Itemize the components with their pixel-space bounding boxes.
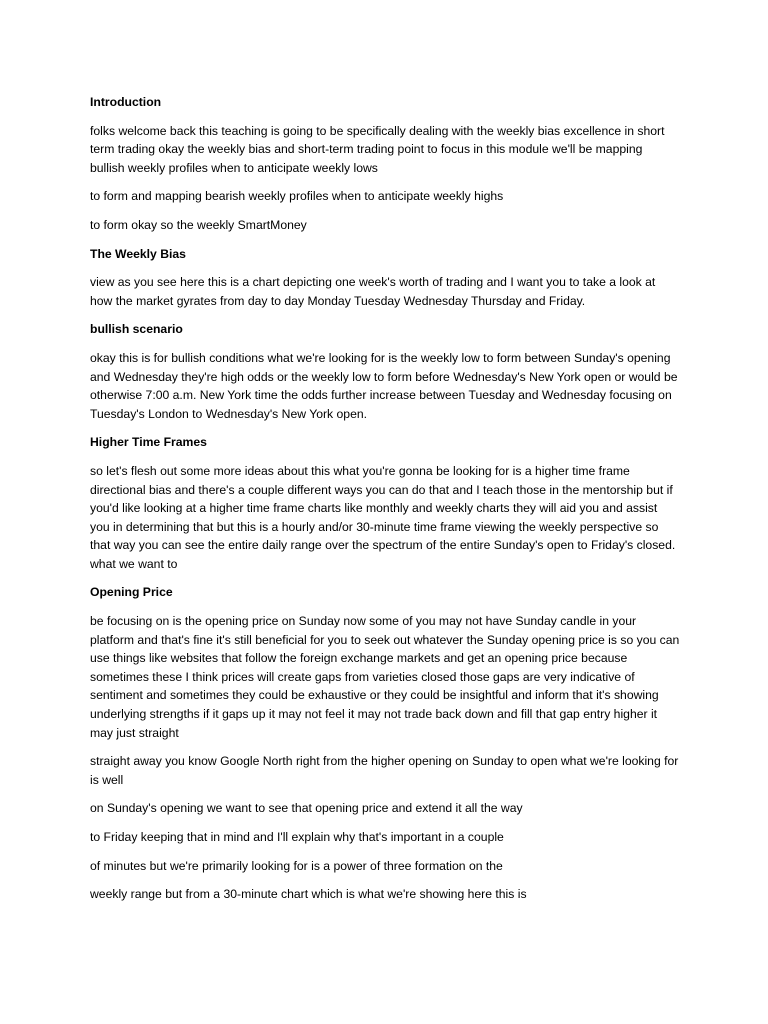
paragraph: to form okay so the weekly SmartMoney xyxy=(90,217,307,232)
paragraph: folks welcome back this teaching is going to be specifically dealing with the weekly bias excellence in short term trading okay the weekly bias and short-term trading point to focus in this module we'll be mapping bullish weekly profiles when to anticipate weekly lows xyxy=(90,123,665,175)
paragraph: okay this is for bullish conditions what we're looking for is the weekly low to form between Sunday's opening and Wednesday they're high odds or the weekly low to form before Wednesday's New York open or would be otherwise 7:00 a.m. New York time the odds further increase between Tuesday and Wednesday focusing on Tuesday's London to Wednesday's New York open. xyxy=(90,350,678,421)
paragraph: on Sunday's opening we want to see that opening price and extend it all the way xyxy=(90,801,523,816)
heading-weekly-bias: The Weekly Bias xyxy=(90,246,186,261)
paragraph: straight away you know Google North right from the higher opening on Sunday to open what we're looking for is well xyxy=(90,754,679,787)
heading-introduction: Introduction xyxy=(90,95,162,109)
paragraph: to form and mapping bearish weekly profiles when to anticipate weekly highs xyxy=(90,189,504,204)
heading-bullish-scenario: bullish scenario xyxy=(90,322,183,337)
paragraph: be focusing on is the opening price on Sunday now some of you may not have Sunday candle in your platform and that's fine it's still beneficial for you to seek out whatever the Sunday opening price is so you can use things like websites that follow the foreign exchange markets and get an opening price because sometimes these I think prices will create gaps from varieties closed those gaps are very indicative of sentiment and sometimes they could be exhaustive or they could be insightful and inform that it's showing underlying strengths if it gaps up it may not feel it may not trade back down and fill that gap entry higher it may just straight xyxy=(90,614,680,740)
paragraph: view as you see here this is a chart depicting one week's worth of trading and I want you to take a look at how the market gyrates from day to day Monday Tuesday Wednesday Thursday and Friday. xyxy=(90,275,656,308)
heading-higher-time-frames: Higher Time Frames xyxy=(90,435,207,450)
paragraph: to Friday keeping that in mind and I'll explain why that's important in a couple xyxy=(90,830,504,844)
paragraph: of minutes but we're primarily looking for is a power of three formation on the xyxy=(90,858,503,873)
paragraph: so let's flesh out some more ideas about this what you're gonna be looking for is a higher time frame directional bias and there's a couple different ways you can do that and I teach those in the mentorship but if you'd like looking at a higher time frame charts like monthly and weekly charts they will aid you and assist you in determining that but this is a hourly and/or 30-minute time frame viewing the weekly perspective so that way you can see the entire daily range over the spectrum of the entire Sunday's open to Friday's closed. what we want to xyxy=(90,463,676,571)
heading-opening-price: Opening Price xyxy=(90,585,173,600)
document-page xyxy=(90,93,680,914)
paragraph: weekly range but from a 30-minute chart which is what we're showing here this is xyxy=(90,887,527,902)
